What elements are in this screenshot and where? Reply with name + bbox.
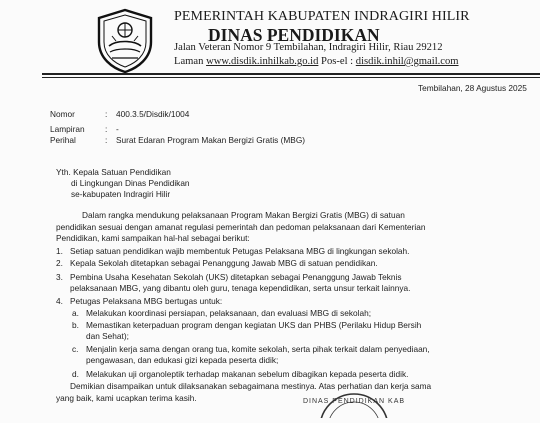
closing-line: Demikian disampaikan untuk dilaksanakan sebagaimana mestinya. Atas perhatian dan kerja sama xyxy=(70,381,432,391)
web-label: Laman xyxy=(174,56,204,67)
closing-line: yang baik, kami ucapkan terima kasih. xyxy=(56,393,197,403)
meta-label-nomor: Nomor xyxy=(50,109,75,119)
svg-text:DINAS PENDIDIKAN KAB: DINAS PENDIDIKAN KAB xyxy=(302,398,406,405)
item-text: Setiap satuan pendidikan wajib membentuk Petugas Pelaksana MBG di lingkungan sekolah. xyxy=(70,246,410,256)
meta-label-lampiran: Lampiran xyxy=(50,124,85,134)
recipient-line-1: Yth. Kepala Satuan Pendidikan xyxy=(56,167,171,177)
meta-colon: : xyxy=(105,109,108,119)
header-rule-thin xyxy=(42,77,540,78)
meta-value-lampiran: - xyxy=(116,124,119,134)
subitem-text: pengawasan, dan edukasi gizi kepada peserta didik; xyxy=(86,355,279,365)
subitem-letter: c. xyxy=(72,344,79,354)
email-link[interactable]: disdik.inhil@gmail.com xyxy=(355,56,459,67)
item-number: 4. xyxy=(56,296,63,306)
subitem-text: Melakukan koordinasi persiapan, pelaksanaan, dan evaluasi MBG di sekolah; xyxy=(86,308,372,318)
subitem-letter: d. xyxy=(72,369,79,379)
recipient-line-2: di Lingkungan Dinas Pendidikan xyxy=(71,178,190,188)
meta-colon: : xyxy=(105,135,108,145)
header-rule-thick xyxy=(42,73,540,75)
meta-value-perihal: Surat Edaran Program Makan Bergizi Gratis (MBG) xyxy=(116,135,306,145)
item-text: Pembina Usaha Kesehatan Sekolah (UKS) ditetapkan sebagai Penanggung Jawab Teknis xyxy=(70,272,402,282)
subitem-text: Melakukan uji organoleptik terhadap makanan sebelum dibagikan kepada peserta didik. xyxy=(86,369,409,379)
meta-colon: : xyxy=(105,124,108,134)
recipient-line-3: se-kabupaten Indragiri Hilir xyxy=(71,189,171,199)
letter-date: Tembilahan, 28 Agustus 2025 xyxy=(418,83,527,93)
intro-line: Pendidikan, kami sampaikan hal-hal sebagai berikut: xyxy=(56,233,250,243)
website-link[interactable]: www.disdik.inhilkab.go.id xyxy=(206,56,319,67)
subitem-letter: b. xyxy=(72,320,79,330)
email-label: Pos-el : xyxy=(321,56,354,67)
item-number: 1. xyxy=(56,246,63,256)
government-name: PEMERINTAH KABUPATEN INDRAGIRI HILIR xyxy=(174,9,470,24)
meta-label-perihal: Perihal xyxy=(50,135,76,145)
intro-line: pendidikan sesuai dengan amanat regulasi pemerintah dan pedoman pelaksanaan dari Kementerian xyxy=(56,222,426,232)
item-text: Kepala Sekolah ditetapkan sebagai Penanggung Jawab MBG di satuan pendidikan. xyxy=(70,258,378,268)
item-text: pelaksanaan MBG, yang dibantu oleh guru, tenaga kependidikan, serta unsur terkait lainnya. xyxy=(70,283,411,293)
agency-address: Jalan Veteran Nomor 9 Tembilahan, Indragiri Hilir, Riau 29212 xyxy=(174,42,443,53)
subitem-text: Memastikan keterpaduan program dengan kegiatan UKS dan PHBS (Perilaku Hidup Bersih xyxy=(86,320,422,330)
contact-line xyxy=(174,56,459,67)
item-number: 3. xyxy=(56,272,63,282)
regency-crest-logo xyxy=(94,8,156,74)
item-text: Petugas Pelaksana MBG bertugas untuk: xyxy=(70,296,223,306)
meta-value-nomor: 400.3.5/Disdik/1004 xyxy=(116,109,190,119)
subitem-text: Menjalin kerja sama dengan orang tua, komite sekolah, serta pihak terkait dalam penyediaan, xyxy=(86,344,430,354)
intro-line: Dalam rangka mendukung pelaksanaan Program Makan Bergizi Gratis (MBG) di satuan xyxy=(82,210,405,220)
subitem-text: dan Sehat); xyxy=(86,331,129,341)
official-stamp-seal xyxy=(294,388,414,418)
item-number: 2. xyxy=(56,258,63,268)
agency-name: DINAS PENDIDIKAN xyxy=(208,25,380,45)
subitem-letter: a. xyxy=(72,308,79,318)
